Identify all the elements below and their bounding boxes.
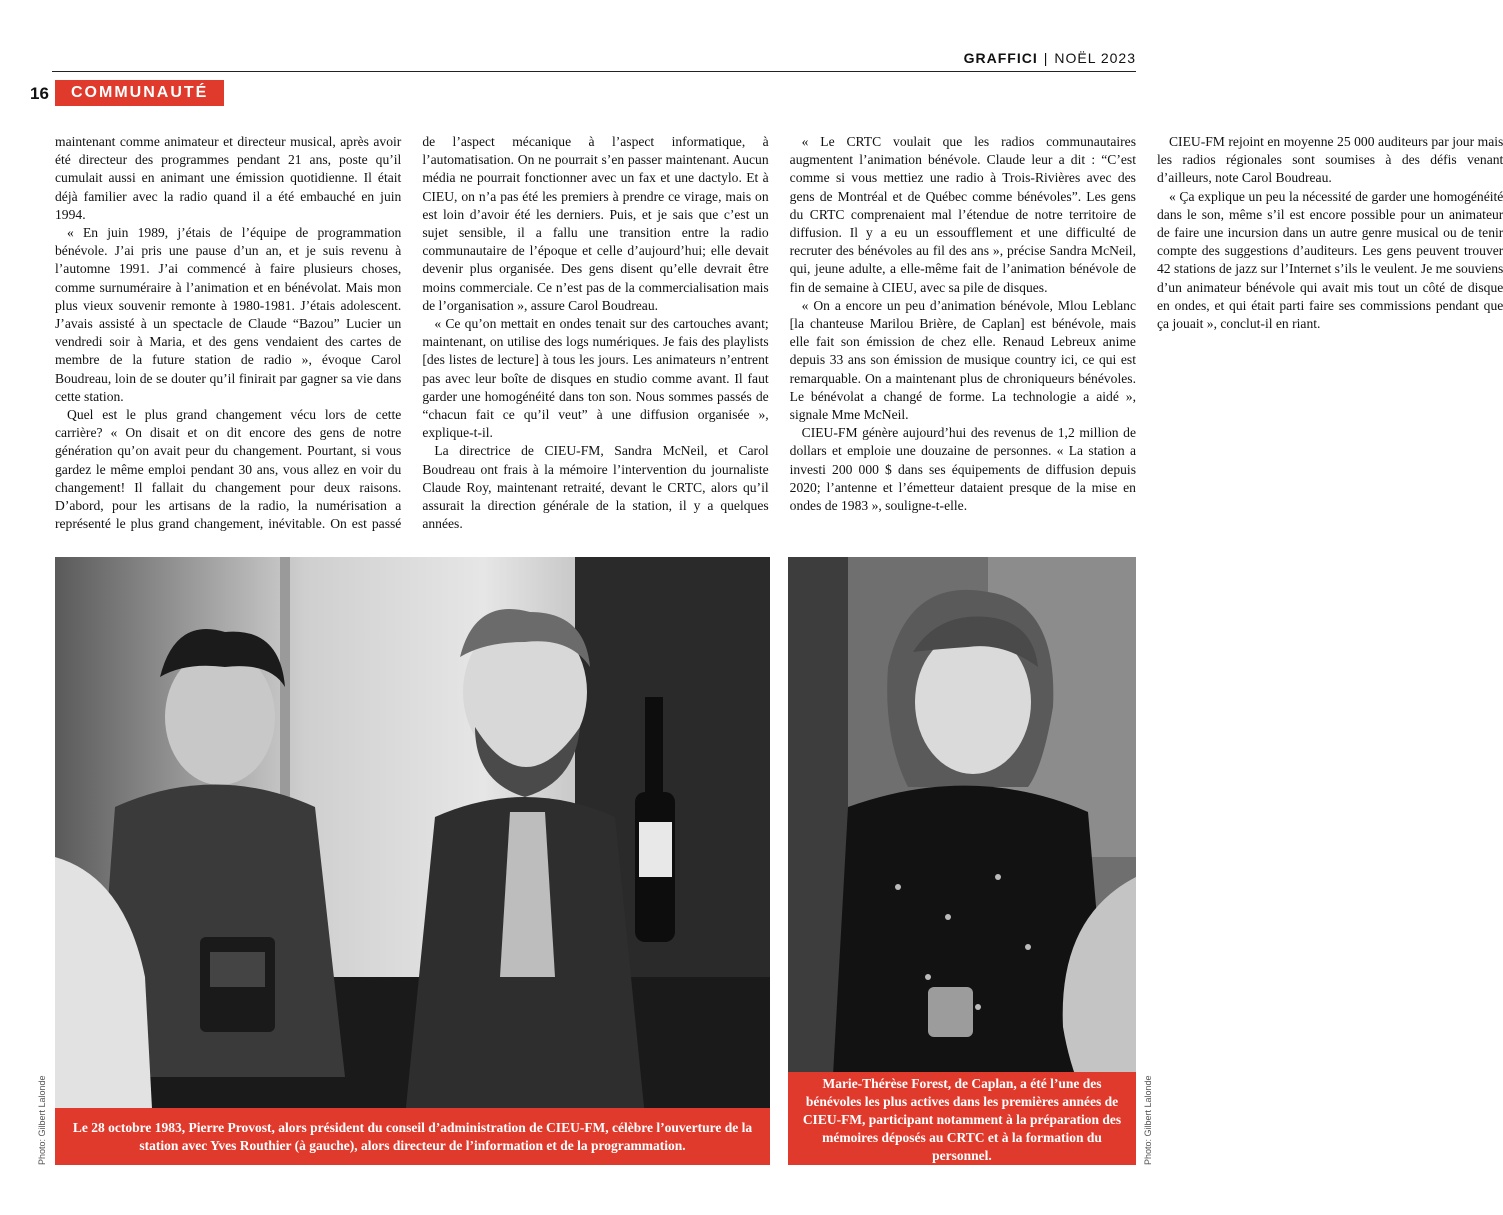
article-paragraph: maintenant comme animateur et directeur musical, après avoir été directeur des programmes pendant 21 ans, poste qu’il cumulait aussi en animant une émission quotidienne. Il était déjà familier avec la radio quand il a été embauché en juin 1994.: [55, 134, 402, 222]
issue-label: NOËL 2023: [1054, 50, 1136, 66]
photo-celebration: [55, 557, 770, 1165]
publication-name: GRAFFICI: [963, 50, 1038, 66]
masthead: [964, 50, 1136, 66]
photo-celebration-image: [55, 557, 770, 1165]
article-body: [55, 133, 1503, 543]
photo-caption-right: Marie-Thérèse Forest, de Caplan, a été l’une des bénévoles les plus actives dans les premières années de CIEU-FM, participant notamment à la préparation des mémoires déposés au CRTC et à la formation du personnel.: [788, 1072, 1136, 1165]
photo-caption-left: Le 28 octobre 1983, Pierre Provost, alors président du conseil d’administration de CIEU-FM, célèbre l’ouverture de la station avec Yves Routhier (à gauche), alors directeur de l’information et de la programmation.: [55, 1108, 770, 1165]
article-paragraph: « Le CRTC voulait que les radios communautaires augmentent l’animation bénévole. Claude leur a dit : “C’est comme si vous mettiez une radio à Trois-Rivières avec des gens de Montréal et de Québec comme bénévoles”. Les gens du CRTC comprenaient mal l’étendue de notre territoire de diffusion. Il y a eu un essoufflement et une difficulté de recruter des bénévoles au fil des ans », précise Sandra McNeil, qui, jeune adulte, a elle-même fait de l’animation bénévole de fin de semaine à CIEU, avec sa pile de disques.: [789, 134, 1136, 295]
masthead-separator: |: [1043, 50, 1049, 66]
article-paragraph: La directrice de CIEU-FM, Sandra McNeil, et Carol Boudreau ont frais à la mémoire l’intervention du journaliste Claude Roy, maintenant retraité, devant le CRTC, alors qu’il assurait la direction générale de la station, il y a quelques années.: [422, 443, 769, 532]
photo-credit-left: Photo: Gilbert Lalonde: [37, 1075, 47, 1165]
article-paragraph: « On a encore un peu d’animation bénévole, Mlou Leblanc [la chanteuse Marilou Brière, de Caplan] est bénévole, mais elle fait son émission de chez elle. Renaud Lebreux anime depuis 33 ans son émission de musique country ici, ce qui est remarquable. On a maintenant plus de chroniqueurs bénévoles. Le bénévolat a changé de forme. La technologie a aidé », signale Mme McNeil.: [789, 297, 1136, 423]
header-rule: [52, 71, 1136, 72]
section-tag: COMMUNAUTÉ: [55, 80, 224, 106]
photo-credit-right: Photo: Gilbert Lalonde: [1143, 1075, 1153, 1165]
article-paragraph: « En juin 1989, j’étais de l’équipe de programmation bénévole. J’ai pris une pause d’un an, et je suis revenu à l’automne 1991. J’ai commencé à faire plusieurs choses, comme surnuméraire à l’animation et en bénévolat. Mais mon plus vieux souvenir remonte à 1980-1981. J’étais adolescent. J’avais assisté à un spectacle de Claude “Bazou” Lucier un vendredi soir à Maria, et des gens vendaient des cartes de membre de la future station de radio », évoque Carol Boudreau, loin de se douter qu’il finirait par gagner sa vie dans cette station.: [55, 225, 402, 404]
article-paragraph: « Ça explique un peu la nécessité de garder une homogénéité dans le son, même s’il est encore possible pour un animateur de faire une incursion dans un autre genre musical ou de tenir compte des suggestions d’auditeurs. Les gens peuvent trouver 42 stations de jazz sur l’Internet s’ils le veulent. Je me souviens d’un animateur bénévole qui avait mis tout un côté de disque en ondes, et qui était parti faire ses commissions pendant que ça jouait », conclut-il en riant.: [1156, 188, 1503, 332]
article-paragraph: CIEU-FM génère aujourd’hui des revenus de 1,2 million de dollars et emploie une douzaine de personnes. « La station a investi 200 000 $ dans ses équipements de diffusion depuis 2020; l’antenne et l’émetteur dataient presque de la mise en ondes de 1983 », souligne-t-elle.: [789, 425, 1136, 514]
article-paragraph: CIEU-FM rejoint en moyenne 25 000 auditeurs par jour mais les radios régionales sont soumises à des défis venant d’ailleurs, note Carol Boudreau.: [1156, 134, 1503, 186]
article-paragraph: Quel est le plus grand changement vécu lors de cette carrière? « On disait et on dit encore des gens de notre génération qu’on avait peur du changement. Pourtant, si vous gardez le même emploi pendant 30 ans, vous allez en voir du changement! Il fallait du changement pour deux raisons. D’abord, pour les artisans de la radio, la numérisation a représenté le plus grand changement, inévitable. On est passé de l’aspect mécanique à l’aspect informatique, à l’automatisation. On ne pourrait s’en passer maintenant. Aucun média ne pourrait fonctionner avec un fax et une dactylo. Et à CIEU, on n’a pas été les premiers à prendre ce virage, mais on est loin d’avoir été les derniers. Puis, et je sais que c’est un sujet sensible, il a fallu une transition entre la radio communautaire de l’époque et celle d’aujourd’hui; elle devait devenir plus organisée. Des gens disent qu’elle devrait être moins commerciale. Ce n’est pas de la commercialisation mais de l’organisation », assure Carol Boudreau.: [55, 134, 769, 532]
article-paragraph: « Ce qu’on mettait en ondes tenait sur des cartouches avant; maintenant, on utilise des logs numériques. Je fais des playlists [des listes de lecture] à tous les jours. Les animateurs n’entrent pas avec leur boîte de disques en studio comme avant. Il faut garder une homogénéité dans ton son. Nous sommes passés de “chacun fait ce qu’il veut” à une diffusion organisée », explique-t-il.: [422, 316, 769, 441]
page-number: 16: [30, 84, 49, 103]
